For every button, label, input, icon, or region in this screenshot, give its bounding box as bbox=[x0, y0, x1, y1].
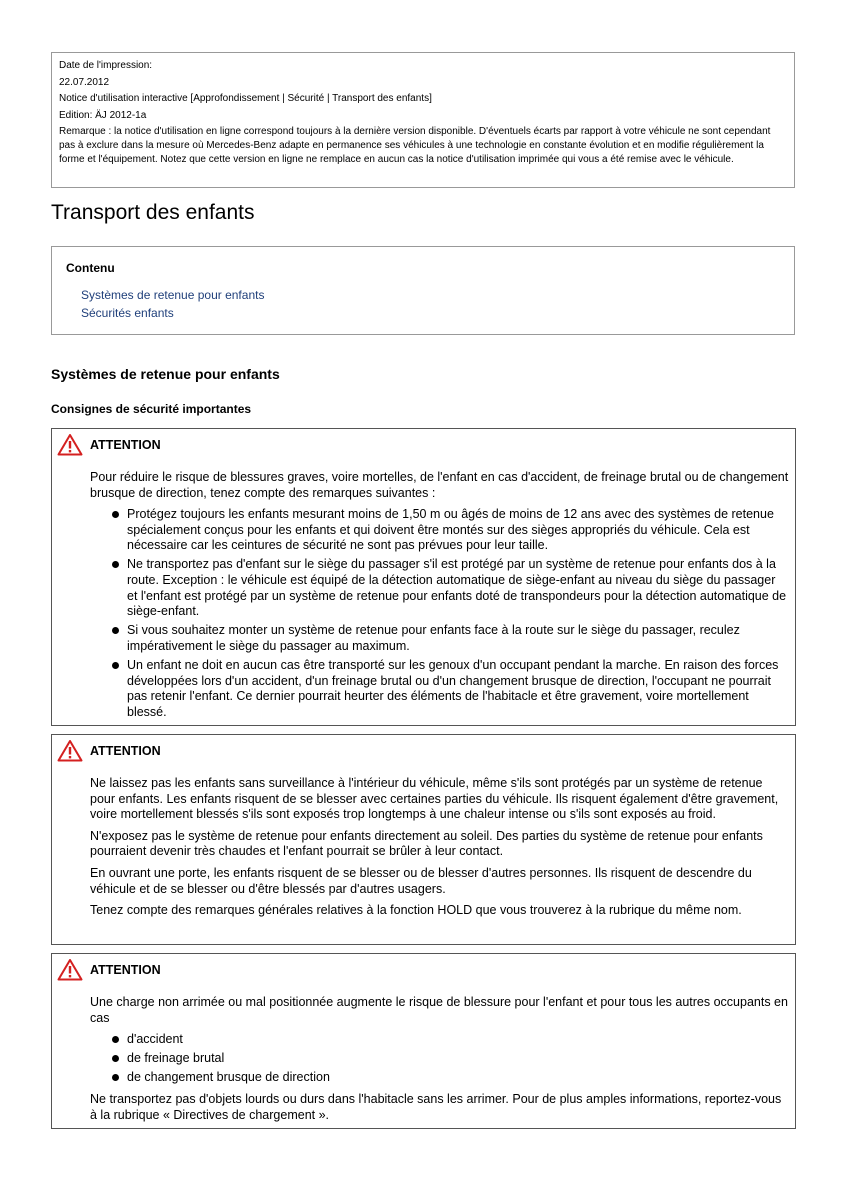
warning-triangle-icon bbox=[57, 739, 83, 762]
list-item: Un enfant ne doit en aucun cas être transporté sur les genoux d'un occupant pendant la marche. En raison des forces développées lors d'un accident, d'un freinage brutal ou d'un changement brusque de direction, l'occupant ne pourrait pas retenir l'enfant. Ce dernier pourrait heurter des éléments de l'habitacle et être gravement, voire mortellement blessé. bbox=[90, 658, 789, 720]
edition: Edition: ÄJ 2012-1a bbox=[59, 109, 147, 121]
warning-title: ATTENTION bbox=[90, 963, 161, 977]
bullet-icon bbox=[112, 1074, 119, 1081]
toc-link-child-restraint[interactable]: Systèmes de retenue pour enfants bbox=[81, 288, 265, 302]
warning-title: ATTENTION bbox=[90, 438, 161, 452]
toc-heading: Contenu bbox=[66, 261, 115, 275]
remark-text: Remarque : la notice d'utilisation en ligne correspond toujours à la dernière version disponible. D'éventuels écarts par rapport à votre véhicule ne sont cependant pas à exclure dans la mesure où Mercedes-Benz adapte en permanence ses véhicules à une technologie en constante évolution et en modifie régulièrement la forme et l'équipement. Notez que cette version en ligne ne remplace en aucun cas la notice d'utilisation imprimée qui vous a été remise avec le véhicule. bbox=[59, 126, 771, 166]
section-heading: Systèmes de retenue pour enfants bbox=[51, 366, 280, 382]
print-date-label: Date de l'impression: bbox=[59, 60, 153, 71]
warning-outro: Ne transportez pas d'objets lourds ou durs dans l'habitacle sans les arrimer. Pour de plus amples informations, reportez-vous à la rubrique « Directives de chargement ». bbox=[90, 1091, 782, 1122]
warning-body bbox=[90, 470, 789, 726]
bullet-icon bbox=[112, 1036, 119, 1043]
warning-paragraph: En ouvrant une porte, les enfants risquent de se blesser ou de blesser d'autres personnes. Ils risquent de descendre du véhicule et de se blesser ou d'être blessés par d'autres usagers. bbox=[90, 865, 752, 896]
list-item: d'accident bbox=[90, 1032, 789, 1048]
warning-box-1 bbox=[51, 428, 796, 726]
warning-bullet-list bbox=[90, 1032, 789, 1086]
warning-bullet-list bbox=[90, 507, 789, 720]
warning-title: ATTENTION bbox=[90, 744, 161, 758]
print-date-value: 22.07.2012 bbox=[59, 76, 110, 88]
warning-body bbox=[90, 995, 789, 1129]
warning-intro: Pour réduire le risque de blessures graves, voire mortelles, de l'enfant en cas d'accident, de freinage brutal ou de changement brusque de direction, tenez compte des remarques suivantes : bbox=[90, 470, 789, 500]
bullet-icon bbox=[112, 511, 119, 518]
warning-box-2 bbox=[51, 734, 796, 945]
print-info-box bbox=[51, 52, 795, 188]
toc-link-child-safety-locks[interactable]: Sécurités enfants bbox=[81, 306, 174, 320]
warning-intro: Une charge non arrimée ou mal positionnée augmente le risque de blessure pour l'enfant et pour tous les autres occupants en cas bbox=[90, 995, 788, 1025]
warning-triangle-icon bbox=[57, 433, 83, 456]
warning-body bbox=[90, 776, 789, 925]
warning-paragraph: Ne laissez pas les enfants sans surveillance à l'intérieur du véhicule, même s'ils sont protégés par un système de retenue pour enfants. Les enfants risquent de se blesser avec certaines parties du véhicule. Ils risquent également d'être gravement, voire mortellement blessés s'ils sont exposés trop longtemps à une chaleur intense ou s'ils sont exposés au froid. bbox=[90, 776, 779, 822]
list-item: de changement brusque de direction bbox=[90, 1070, 789, 1086]
bullet-icon bbox=[112, 627, 119, 634]
warning-paragraph: Tenez compte des remarques générales relatives à la fonction HOLD que vous trouverez à la rubrique du même nom. bbox=[90, 903, 742, 918]
warning-paragraph: N'exposez pas le système de retenue pour enfants directement au soleil. Des parties du système de retenue pour enfants pourraient devenir très chaudes et l'enfant pourrait se brûler à leur contact. bbox=[90, 828, 763, 859]
warning-triangle-icon bbox=[57, 958, 83, 981]
bullet-icon bbox=[112, 662, 119, 669]
sub-heading: Consignes de sécurité importantes bbox=[51, 402, 252, 416]
list-item: Protégez toujours les enfants mesurant moins de 1,50 m ou âgés de moins de 12 ans avec des systèmes de retenue spécialement conçus pour les enfants et qui doivent être montés sur des sièges appropriés du véhicule. Cela est nécessaire car les ceintures de sécurité ne sont pas prévues pour leur taille. bbox=[90, 507, 789, 554]
list-item: Si vous souhaitez monter un système de retenue pour enfants face à la route sur le siège du passager, reculez impérativement le siège du passager au maximum. bbox=[90, 623, 789, 654]
warning-box-3 bbox=[51, 953, 796, 1129]
bullet-icon bbox=[112, 1055, 119, 1062]
page-title: Transport des enfants bbox=[51, 201, 255, 224]
table-of-contents bbox=[51, 246, 795, 335]
bullet-icon bbox=[112, 561, 119, 568]
list-item: Ne transportez pas d'enfant sur le siège du passager s'il est protégé par un système de retenue pour enfants dos à la route. Exception : le véhicule est équipé de la détection automatique de siège-enfant au niveau du siège du passager et l'enfant est protégé par un système de retenue pour enfants doté de transpondeurs pour la détection automatique de siège-enfant. bbox=[90, 557, 789, 619]
list-item: de freinage brutal bbox=[90, 1051, 789, 1067]
breadcrumb: Notice d'utilisation interactive [Approfondissement | Sécurité | Transport des enfants] bbox=[59, 93, 432, 105]
